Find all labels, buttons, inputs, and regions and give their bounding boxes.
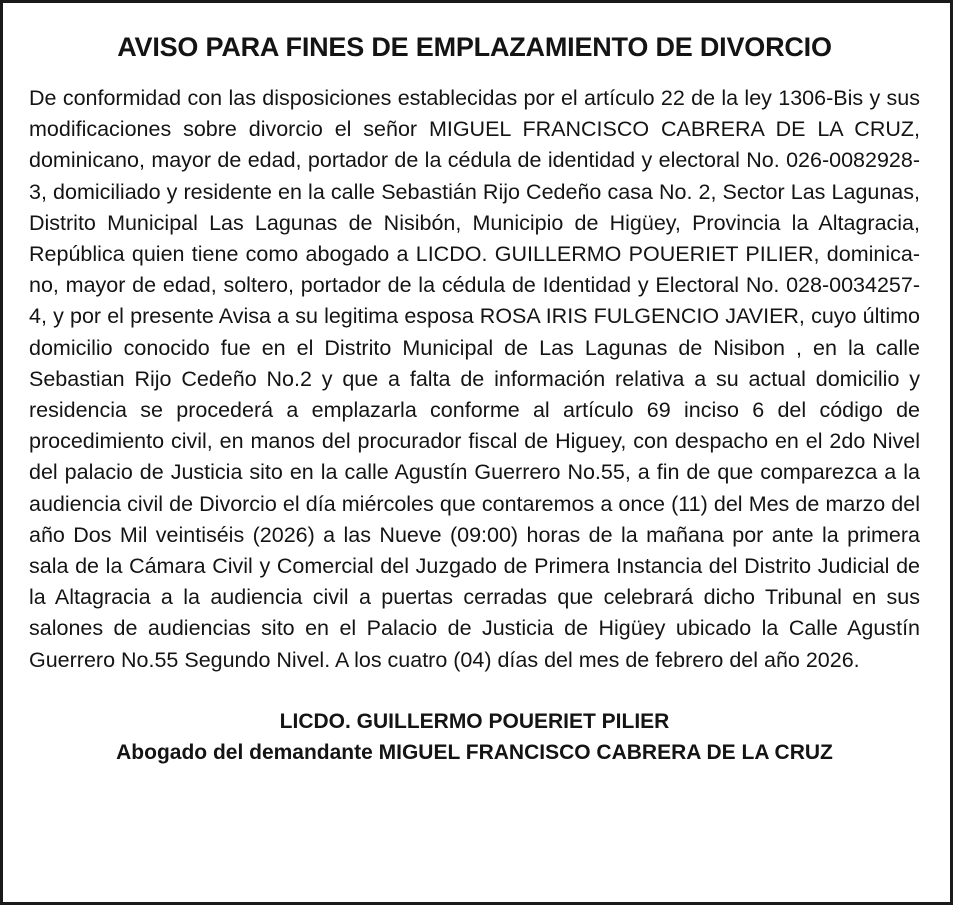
notice-title: AVISO PARA FINES DE EMPLAZAMIENTO DE DIVORCIO — [117, 32, 832, 62]
signature-block — [29, 706, 920, 768]
signature-name: LICDO. GUILLERMO POUERIET PILIER — [279, 709, 670, 733]
signature-role: Abogado del demandante MIGUEL FRANCISCO CABRERA DE LA CRUZ — [116, 740, 833, 764]
notice-body: De conformidad con las disposiciones establecidas por el artículo 22 de la ley 1306-Bis y sus modificaciones sobre divorcio el señor MIGUEL FRANCISCO CABRERA DE LA CRUZ, dominicano, mayor de edad, portador de la cédula de identidad y electoral No. 026-0082928-3, domiciliado y residente en la calle Sebastián Rijo Cedeño casa No. 2, Sector Las Lagunas, Distrito Municipal Las Lagunas de Nisibón, Municipio de Higüey, Provincia la Altagracia, República quien tiene como abogado a LICDO. GUILLERMO POUERIET PILIER, dominica-no, mayor de edad, soltero, portador de la cédula de Identidad y Electoral No. 028-0034257-4, y por el presente Avisa a su legitima esposa ROSA IRIS FULGENCIO JAVIER, cuyo último domicilio conocido fue en el Distrito Municipal de Las Lagunas de Nisibon , en la calle Sebastian Rijo Cedeño No.2 y que a falta de información relativa a su actual domicilio y residencia se procederá a emplazarla conforme al artículo 69 inciso 6 del código de procedimiento civil, en manos del procurador fiscal de Higuey, con despacho en el 2do Nivel del palacio de Justicia sito en la calle Agustín Guerrero No.55, a fin de que comparezca a la audiencia civil de Divorcio el día miércoles que contaremos a once (11) del Mes de marzo del año Dos Mil veintiséis (2026) a las Nueve (09:00) horas de la mañana por ante la primera sala de la Cámara Civil y Comercial del Juzgado de Primera Instancia del Distrito Judicial de la Altagracia a la audiencia civil a puertas cerradas que celebrará dicho Tribunal en sus salones de audiencias sito en el Palacio de Justicia de Higüey ubicado la Calle Agustín Guerrero No.55 Segundo Nivel. A los cuatro (04) días del mes de febrero del año 2026. — [29, 86, 920, 672]
